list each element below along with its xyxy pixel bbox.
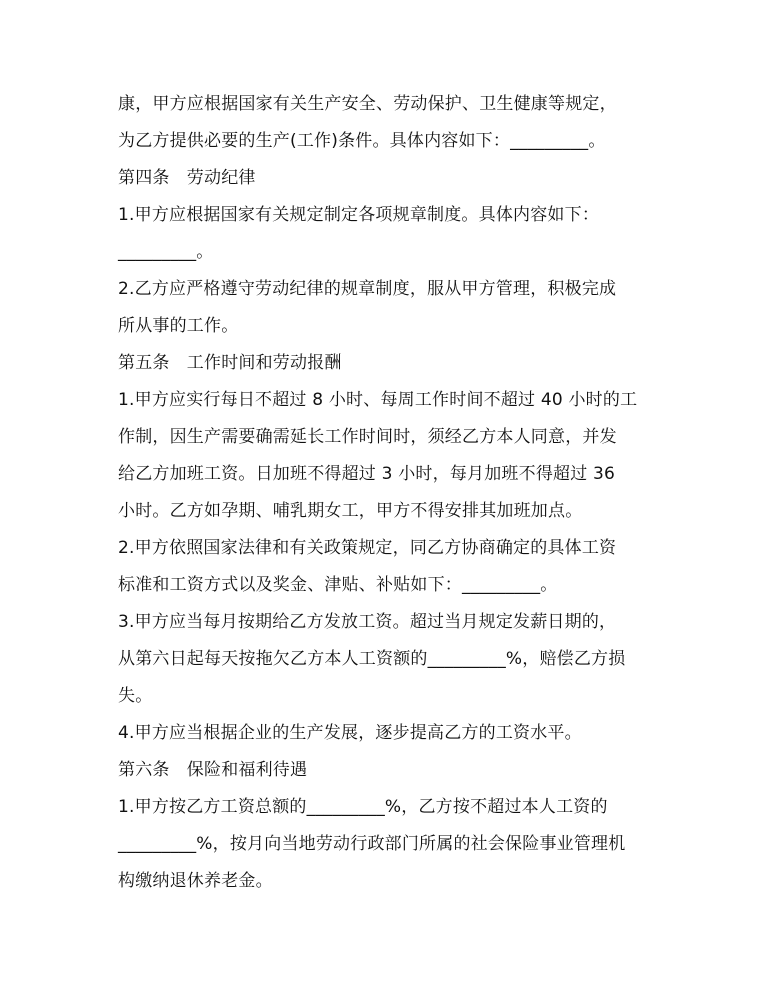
- paragraph-line: 从第六日起每天按拖欠乙方本人工资额的_________%，赔偿乙方损: [118, 649, 626, 669]
- paragraph-line: _________%，按月向当地劳动行政部门所属的社会保险事业管理机: [118, 834, 626, 854]
- paragraph-line: 失。: [118, 686, 153, 706]
- paragraph-line: 小时。乙方如孕期、哺乳期女工，甲方不得安排其加班加点。: [118, 501, 583, 521]
- paragraph-line: 所从事的工作。: [118, 316, 239, 336]
- paragraph-line: 3.甲方应当每月按期给乙方发放工资。超过当月规定发薪日期的，: [118, 612, 617, 632]
- paragraph-line: 1.甲方应实行每日不超过 8 小时、每周工作时间不超过 40 小时的工: [118, 390, 638, 410]
- paragraph-line: 1.甲方应根据国家有关规定制定各项规章制度。具体内容如下：: [118, 205, 600, 225]
- document-body: [118, 86, 710, 900]
- section-heading: 第五条 工作时间和劳动报酬: [118, 353, 342, 373]
- paragraph-line: 2.甲方依照国家法律和有关政策规定，同乙方协商确定的具体工资: [118, 538, 617, 558]
- paragraph-line: _________。: [118, 242, 214, 262]
- paragraph-line: 标准和工资方式以及奖金、津贴、补贴如下：_________。: [118, 575, 558, 595]
- section-heading: 第四条 劳动纪律: [118, 168, 256, 188]
- paragraph-line: 给乙方加班工资。日加班不得超过 3 小时，每月加班不得超过 36: [118, 464, 616, 484]
- paragraph-line: 2.乙方应严格遵守劳动纪律的规章制度，服从甲方管理，积极完成: [118, 279, 617, 299]
- paragraph-line: 4.甲方应当根据企业的生产发展，逐步提高乙方的工资水平。: [118, 723, 582, 743]
- paragraph-line: 构缴纳退休养老金。: [118, 871, 273, 891]
- paragraph-line: 为乙方提供必要的生产(工作)条件。具体内容如下：_________。: [118, 131, 606, 151]
- paragraph-line: 作制，因生产需要确需延长工作时间时，须经乙方本人同意，并发: [118, 427, 617, 447]
- paragraph-line: 康，甲方应根据国家有关生产安全、劳动保护、卫生健康等规定，: [118, 94, 617, 114]
- section-heading: 第六条 保险和福利待遇: [118, 760, 308, 780]
- paragraph-line: 1.甲方按乙方工资总额的_________%，乙方按不超过本人工资的: [118, 797, 608, 817]
